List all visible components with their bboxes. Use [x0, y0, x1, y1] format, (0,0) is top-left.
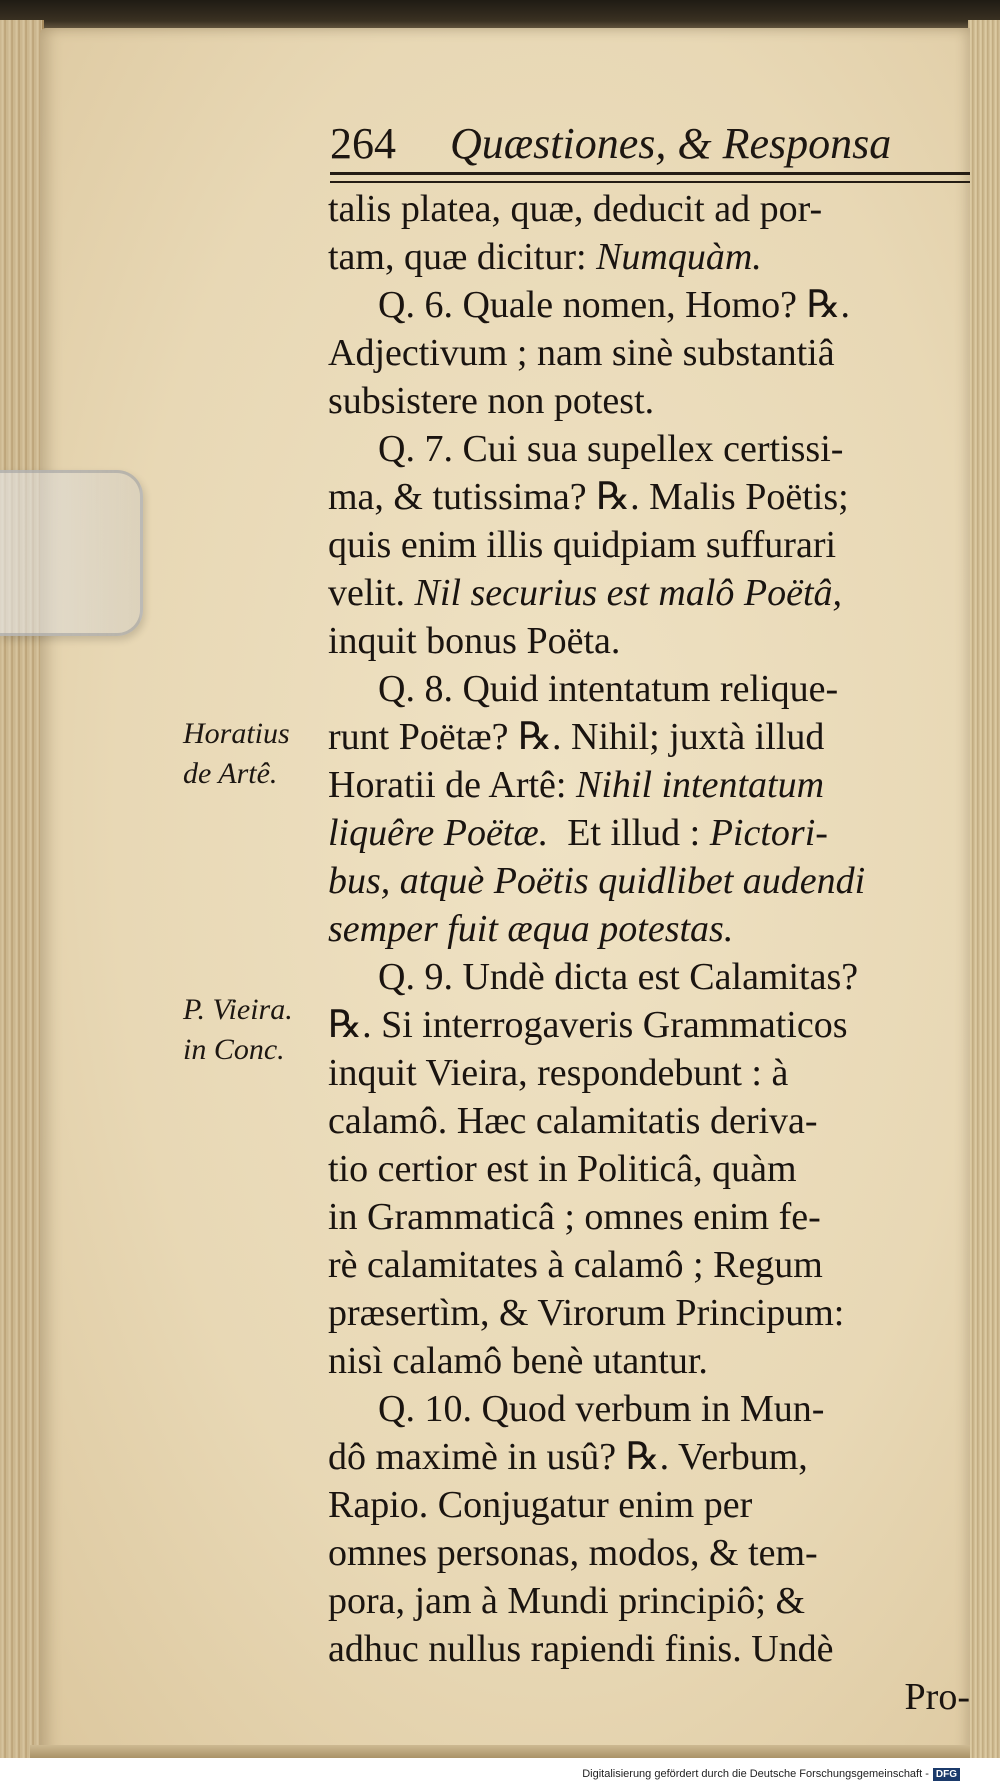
book-top-edge	[0, 0, 1000, 30]
roman-text: quis enim illis quidpiam suffurari	[328, 524, 837, 566]
book-bottom-edge	[30, 1745, 970, 1759]
roman-text: ℞. Si interrogaveris Grammaticos	[328, 1004, 848, 1046]
digitization-credit	[582, 1768, 960, 1781]
body-text	[328, 185, 978, 1721]
text-line	[328, 1577, 978, 1625]
text-line	[328, 473, 978, 521]
roman-text: inquit Vieira, respondebunt : à	[328, 1052, 789, 1094]
text-line	[328, 857, 978, 905]
italic-text: bus, atquè Poëtis quidlibet audendi	[328, 860, 866, 902]
margin-note-line: de Artê.	[183, 757, 278, 790]
page-clip	[0, 470, 143, 636]
margin-note-line: P. Vieira.	[183, 993, 293, 1026]
text-line	[328, 617, 978, 665]
text-line	[328, 1481, 978, 1529]
text-line	[328, 1289, 978, 1337]
margin-note-line: Horatius	[183, 717, 290, 750]
italic-text: Numquàm.	[596, 236, 762, 278]
margin-note-horatius	[183, 714, 333, 794]
roman-text: pora, jam à Mundi principiô; &	[328, 1580, 806, 1622]
roman-text: velit.	[328, 572, 415, 614]
italic-text: semper fuit æqua potestas.	[328, 908, 734, 950]
roman-text: rè calamitates à calamô ; Regum	[328, 1244, 823, 1286]
roman-text: Adjectivum ; nam sinè substantiâ	[328, 332, 835, 374]
dfg-logo: DFG	[933, 1768, 960, 1781]
text-line	[328, 1241, 978, 1289]
page-number: 264	[330, 119, 396, 168]
text-line	[328, 1049, 978, 1097]
roman-text: præsertìm, & Virorum Principum:	[328, 1292, 845, 1334]
text-line	[328, 953, 978, 1001]
text-line	[328, 713, 978, 761]
roman-text: nisì calamô benè utantur.	[328, 1340, 708, 1382]
text-line	[328, 1145, 978, 1193]
text-line	[328, 761, 978, 809]
roman-text: Q. 8. Quid intentatum relique-	[378, 668, 839, 710]
running-title: Quæstiones, & Responsa	[450, 119, 892, 168]
text-line	[328, 665, 978, 713]
text-line	[328, 233, 978, 281]
roman-text: runt Poëtæ? ℞. Nihil; juxtà illud	[328, 716, 825, 758]
roman-text: Q. 6. Quale nomen, Homo? ℞.	[378, 284, 851, 326]
roman-text: Et illud :	[548, 812, 710, 854]
italic-text: liquêre Poëtæ.	[328, 812, 549, 854]
italic-text: Pictori-	[709, 812, 828, 854]
text-line	[328, 1385, 978, 1433]
credit-text: Digitalisierung gefördert durch die Deutsche Forschungsgemeinschaft -	[582, 1768, 929, 1780]
catchword: Pro-	[904, 1676, 970, 1718]
roman-text: in Grammaticâ ; omnes enim fe-	[328, 1196, 821, 1238]
roman-text: Q. 10. Quod verbum in Mun-	[378, 1388, 825, 1430]
margin-note-vieira	[183, 990, 333, 1070]
roman-text: subsistere non potest.	[328, 380, 655, 422]
left-page-stack	[0, 20, 44, 1760]
italic-text: Nil securius est malô Poëtâ,	[414, 572, 843, 614]
roman-text: Rapio. Conjugatur enim per	[328, 1484, 753, 1526]
roman-text: ma, & tutissima? ℞. Malis Poëtis;	[328, 476, 849, 518]
roman-text: tio certior est in Politicâ, quàm	[328, 1148, 797, 1190]
text-line	[328, 809, 978, 857]
text-line	[328, 1625, 978, 1673]
roman-text: calamô. Hæc calamitatis deriva-	[328, 1100, 818, 1142]
page-header	[330, 118, 970, 178]
text-line	[328, 1193, 978, 1241]
text-line	[328, 329, 978, 377]
roman-text: tam, quæ dicitur:	[328, 236, 597, 278]
text-line	[328, 905, 978, 953]
text-line	[328, 1433, 978, 1481]
text-line	[328, 1097, 978, 1145]
roman-text: Q. 9. Undè dicta est Calamitas?	[378, 956, 859, 998]
margin-note-line: in Conc.	[183, 1033, 285, 1066]
roman-text: Q. 7. Cui sua supellex certissi-	[378, 428, 844, 470]
text-line	[328, 281, 978, 329]
roman-text: inquit bonus Poëta.	[328, 620, 621, 662]
header-rule	[330, 172, 970, 183]
text-line	[328, 377, 978, 425]
text-line	[328, 1001, 978, 1049]
roman-text: dô maximè in usû? ℞. Verbum,	[328, 1436, 808, 1478]
roman-text: Horatii de Artê:	[328, 764, 576, 806]
italic-text: Nihil intentatum	[575, 764, 825, 806]
roman-text: adhuc nullus rapiendi finis. Undè	[328, 1628, 834, 1670]
text-line	[328, 425, 978, 473]
text-line	[328, 185, 978, 233]
roman-text: talis platea, quæ, deducit ad por-	[328, 188, 823, 230]
text-line	[328, 569, 978, 617]
text-line	[328, 1529, 978, 1577]
roman-text: omnes personas, modos, & tem-	[328, 1532, 818, 1574]
text-line	[328, 521, 978, 569]
text-line	[328, 1337, 978, 1385]
